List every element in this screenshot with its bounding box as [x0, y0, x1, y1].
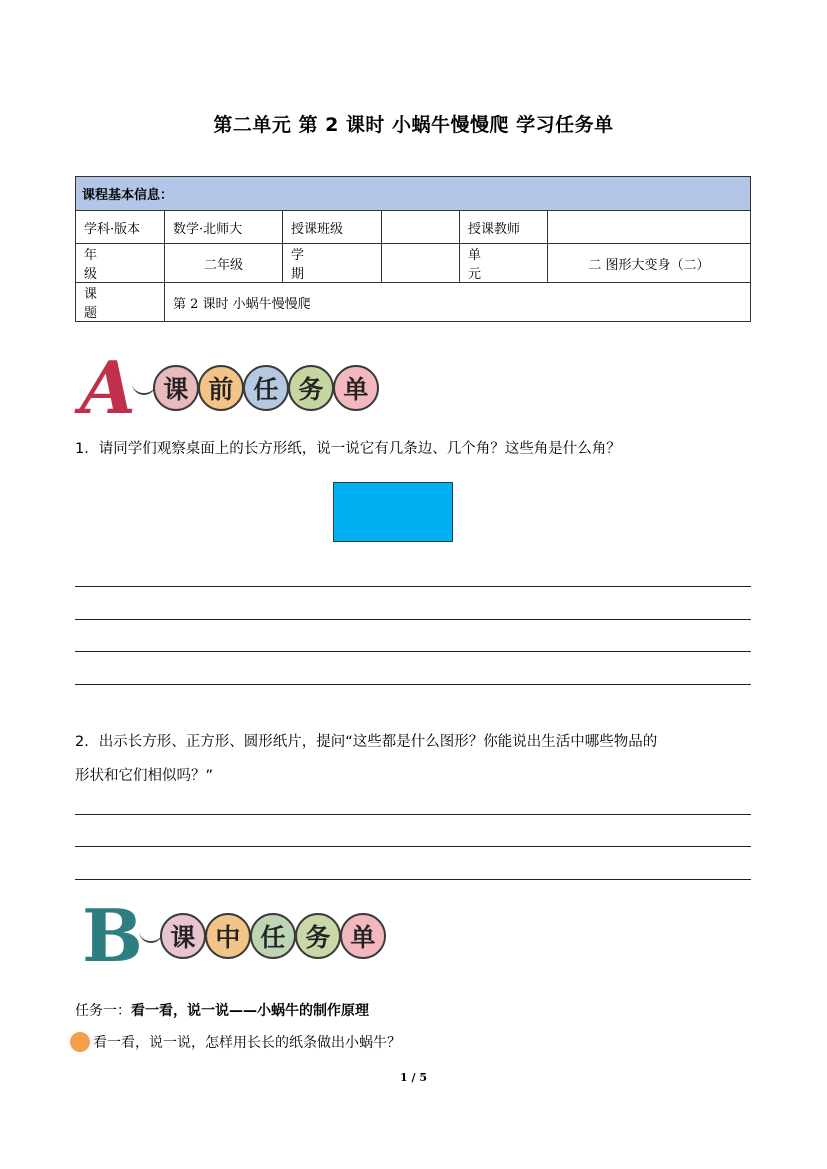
section-b-banner	[82, 893, 386, 978]
banner-a-char-4: 务	[288, 365, 334, 411]
topic-label-cell	[76, 283, 165, 322]
orange-bullet-icon	[70, 1032, 90, 1052]
task-1-prefix: 任务一：	[75, 1003, 131, 1019]
banner-b-char-1: 课	[160, 913, 206, 959]
banner-b-char-4: 务	[295, 913, 341, 959]
answer-line	[75, 846, 751, 847]
banner-a-char-2: 前	[198, 365, 244, 411]
grade-label: 年级	[84, 248, 136, 282]
subject-label: 学科·版本	[76, 211, 165, 244]
answer-line	[75, 619, 751, 620]
topic-value: 第 2 课时 小蜗牛慢慢爬	[165, 283, 751, 322]
task-1-subitem	[70, 1032, 401, 1052]
question-2-line-1: 2．出示长方形、正方形、圆形纸片，提问“这些都是什么图形？你能说出生活中哪些物品的	[75, 734, 658, 750]
task-1-heading	[75, 1000, 369, 1020]
section-a-letter: A	[80, 345, 136, 430]
grade-value: 二年级	[165, 244, 283, 283]
banner-b-char-3: 任	[250, 913, 296, 959]
unit-label: 单元	[468, 248, 518, 282]
banner-b-char-2: 中	[205, 913, 251, 959]
unit-label-cell	[460, 244, 548, 283]
class-label: 授课班级	[283, 211, 382, 244]
section-b-letter: B	[82, 893, 143, 978]
teacher-value	[548, 211, 751, 244]
answer-line	[75, 586, 751, 587]
banner-a-char-5: 单	[333, 365, 379, 411]
unit-value: 二 图形大变身（二）	[548, 244, 751, 283]
answer-line	[75, 814, 751, 815]
banner-a-char-1: 课	[153, 365, 199, 411]
banner-a-char-3: 任	[243, 365, 289, 411]
term-label: 学期	[291, 248, 343, 282]
teacher-label: 授课教师	[460, 211, 548, 244]
subject-value: 数学·北师大	[165, 211, 283, 244]
question-2-line-2: 形状和它们相似吗？”	[75, 768, 214, 784]
course-info-header: 课程基本信息：	[76, 177, 751, 211]
class-value	[382, 211, 460, 244]
page-title: 第二单元 第 2 课时 小蜗牛慢慢爬 学习任务单	[213, 114, 614, 136]
term-value	[382, 244, 460, 283]
task-1-sub-text: 看一看，说一说，怎样用长长的纸条做出小蜗牛？	[93, 1035, 401, 1051]
topic-label: 课题	[84, 287, 136, 321]
answer-line	[75, 879, 751, 880]
course-info-table	[75, 176, 751, 322]
grade-label-cell	[76, 244, 165, 283]
question-1: 1．请同学们观察桌面上的长方形纸，说一说它有几条边、几个角？这些角是什么角？	[75, 441, 621, 457]
task-1-title: 看一看，说一说——小蜗牛的制作原理	[131, 1003, 369, 1019]
section-a-banner	[80, 345, 379, 430]
answer-line	[75, 684, 751, 685]
rectangle-shape	[333, 482, 453, 542]
term-label-cell	[283, 244, 382, 283]
answer-line	[75, 651, 751, 652]
banner-b-char-5: 单	[340, 913, 386, 959]
page-number: 1 / 5	[400, 1071, 427, 1084]
